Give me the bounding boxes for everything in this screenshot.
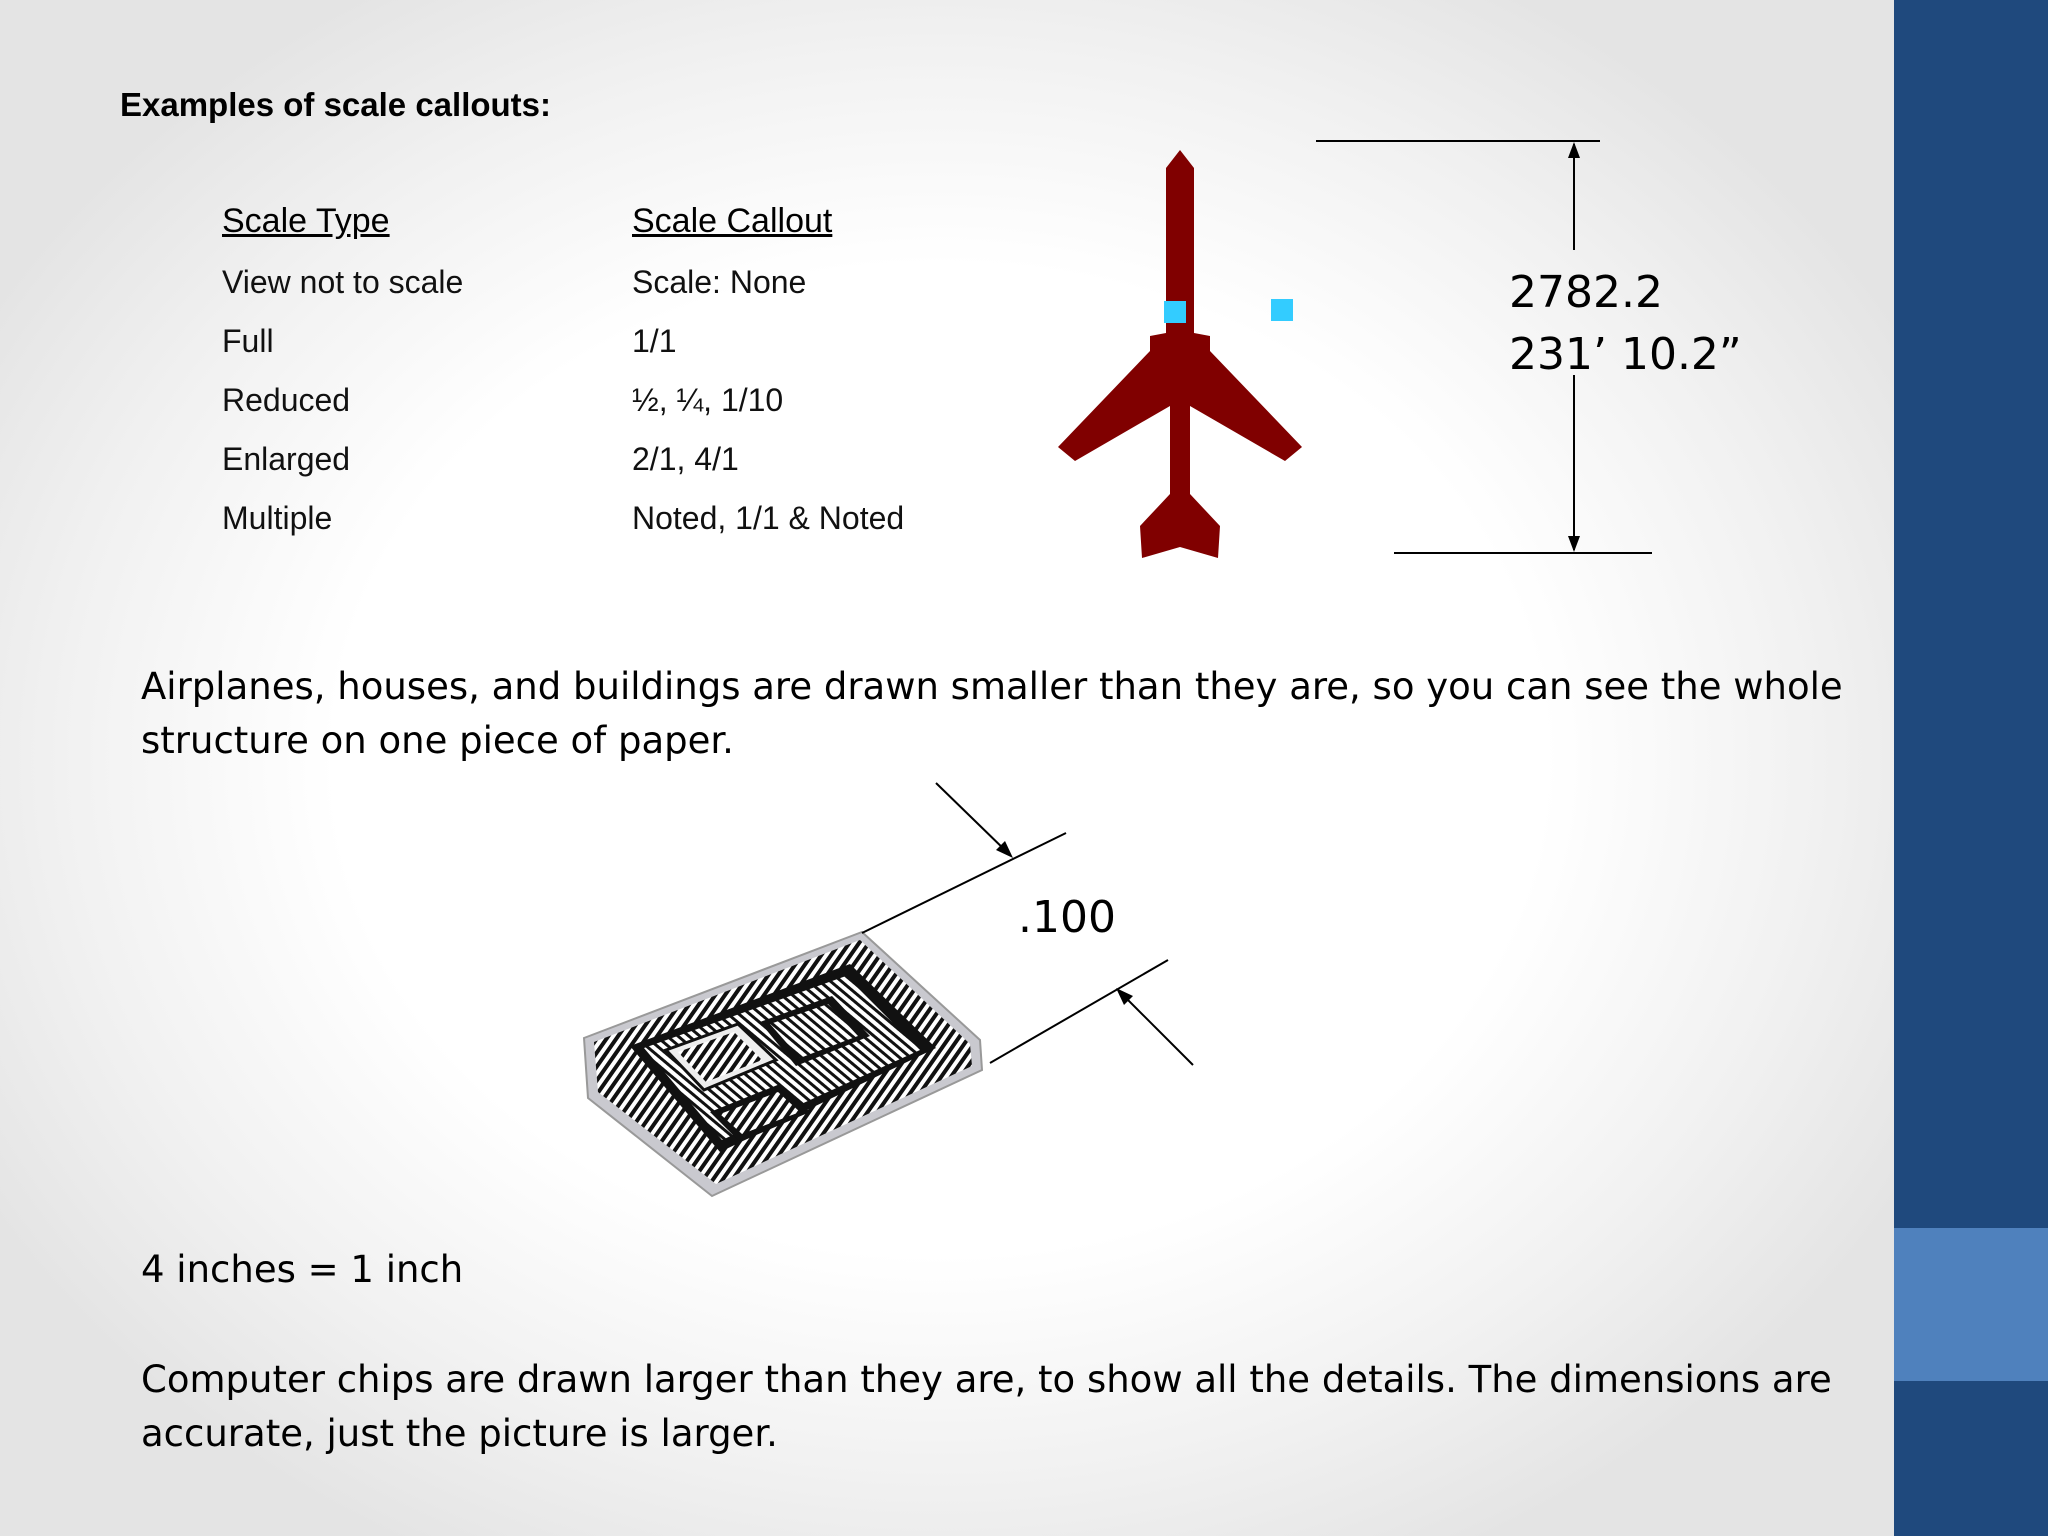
table-cell-callout: Scale: None [632,264,807,300]
airplane-caption: Airplanes, houses, and buildings are drawn smaller than they are, so you can see the whole structure on one piece of paper. [141,665,1843,762]
airplane-dimension-feet: 231’ 10.2” [1509,329,1742,380]
table-cell-type: Reduced [222,382,351,418]
table-cell-callout: 1/1 [632,323,677,359]
airplane-dimension-decimal: 2782.2 [1509,267,1663,318]
table-header-scale-type: Scale Type [222,202,390,240]
table-cell-callout: ½, ¼, 1/10 [632,382,784,418]
chip-dimension-value: .100 [1018,892,1116,943]
engine-right [1271,299,1293,321]
chip-scale-note: 4 inches = 1 inch [141,1248,464,1291]
airplane-dimension-value [1509,262,1742,386]
table-cell-type: View not to scale [222,264,464,300]
chip-caption: Computer chips are drawn larger than they are, to show all the details. The dimensions are accurate, just the picture is larger. [141,1358,1832,1455]
engine-left [1164,301,1186,323]
table-cell-callout: Noted, 1/1 & Noted [632,500,905,536]
table-cell-type: Enlarged [222,441,351,477]
slide-sidebar [1894,0,2048,1536]
slide-heading: Examples of scale callouts: [120,86,552,123]
sidebar-accent-block [1894,1228,2048,1381]
airplane-body [1058,150,1302,558]
table-header-scale-callout: Scale Callout [632,202,833,240]
table-cell-type: Full [222,323,274,359]
table-cell-type: Multiple [222,500,333,536]
table-cell-callout: 2/1, 4/1 [632,441,739,477]
